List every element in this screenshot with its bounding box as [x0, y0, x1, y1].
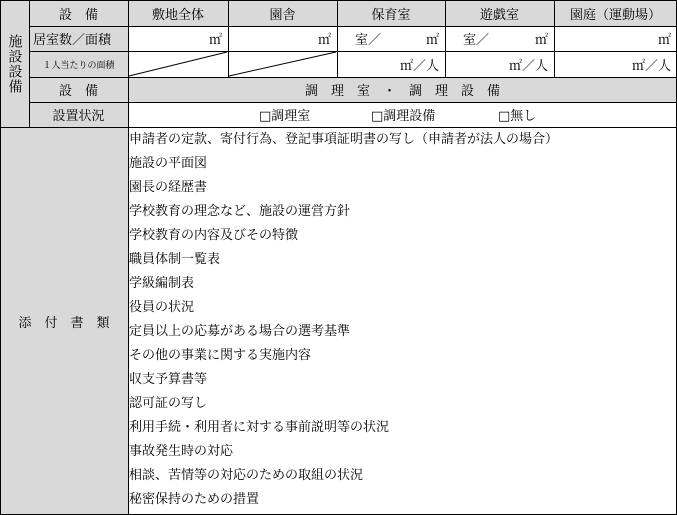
attachment-item: 定員以上の応募がある場合の選考基準 — [129, 324, 351, 339]
kitchen-title: 調 理 室 ・ 調 理 設 備 — [128, 77, 677, 102]
attachment-item: 学級編制表 — [129, 276, 195, 291]
attachment-item: 相談、苦情等の対応のための取組の状況 — [129, 468, 364, 483]
playground-area-cell: ㎡ — [657, 33, 671, 48]
play-room-per-person-cell: ㎡／人 — [508, 58, 548, 74]
per-person-na-diagonals — [128, 51, 337, 77]
attachment-item: 秘密保持のための措置 — [129, 492, 260, 507]
attachment-item: 学校教育の理念など、施設の運営方針 — [129, 204, 351, 219]
grid-line — [337, 0, 338, 77]
attachment-item: その他の事業に関する実施内容 — [129, 348, 312, 363]
attachments-label: 添 付 書 類 — [18, 315, 110, 331]
grid-line — [445, 0, 446, 77]
attachment-item: 役員の状況 — [129, 300, 195, 315]
column-site-total: 敷地全体 — [128, 0, 228, 26]
grid-line — [29, 102, 677, 103]
attachment-item: 園長の経歴書 — [129, 180, 208, 195]
grid-line — [128, 0, 129, 515]
grid-line — [29, 51, 677, 52]
attachment-item: 学校教育の内容及びその特徴 — [129, 228, 299, 243]
attachment-item: 施設の平面図 — [129, 156, 208, 171]
border-top — [0, 0, 677, 1]
grid-line — [29, 77, 677, 78]
attachment-item: 利用手続・利用者に対する事前説明等の状況 — [129, 420, 390, 435]
nursery-room-count-unit: 室／ — [355, 33, 382, 48]
attachment-item: 申請者の定款、寄付行為、登記事項証明書の写し（申請者が法人の場合） — [129, 132, 559, 147]
nursery-room-sqm-unit: ㎡ — [425, 33, 439, 48]
border-left — [0, 0, 1, 515]
grid-line — [0, 127, 677, 128]
kitchen-options-cell — [128, 102, 677, 127]
play-room-sqm-unit: ㎡ — [534, 33, 548, 48]
playground-per-person-cell: ㎡／人 — [631, 58, 671, 74]
attachment-item: 認可証の写し — [129, 396, 208, 411]
play-room-area-cell — [445, 26, 554, 51]
nursery-room-area-cell — [337, 26, 445, 51]
site-total-diagonal — [129, 52, 227, 76]
facility-col-header-label: 設 備 — [29, 0, 128, 26]
column-building: 園舎 — [228, 0, 337, 26]
column-playground: 園庭（運動場） — [554, 0, 677, 26]
column-play-room: 遊戯室 — [445, 0, 554, 26]
facility-side-label-cell — [0, 0, 29, 127]
building-area-cell: ㎡ — [317, 33, 331, 48]
nursery-room-per-person-cell: ㎡／人 — [399, 58, 439, 74]
building-diagonal — [229, 52, 336, 76]
grid-line — [29, 26, 677, 27]
attachment-item: 事故発生時の対応 — [129, 444, 234, 459]
option-none[interactable]: □無し — [498, 109, 537, 124]
option-kitchen-equipment[interactable]: □調理設備 — [371, 109, 436, 124]
site-total-area-cell: ㎡ — [208, 33, 222, 48]
row-per-person-label: １人当たりの面積 — [29, 51, 128, 77]
grid-line — [29, 0, 30, 127]
option-kitchen-room[interactable]: □調理室 — [259, 109, 311, 124]
row-area-label: 居室数／面積 — [29, 26, 128, 51]
column-nursery-room: 保育室 — [337, 0, 445, 26]
play-room-count-unit: 室／ — [463, 33, 490, 48]
kitchen-status-label: 設置状況 — [29, 102, 128, 127]
grid-line — [554, 0, 555, 77]
attachment-item: 職員体制一覧表 — [129, 252, 221, 267]
grid-line — [228, 0, 229, 77]
facility-side-label: 施設設備 — [6, 33, 23, 94]
kitchen-label: 設 備 — [29, 77, 128, 102]
attachment-item: 収支予算書等 — [129, 372, 208, 387]
